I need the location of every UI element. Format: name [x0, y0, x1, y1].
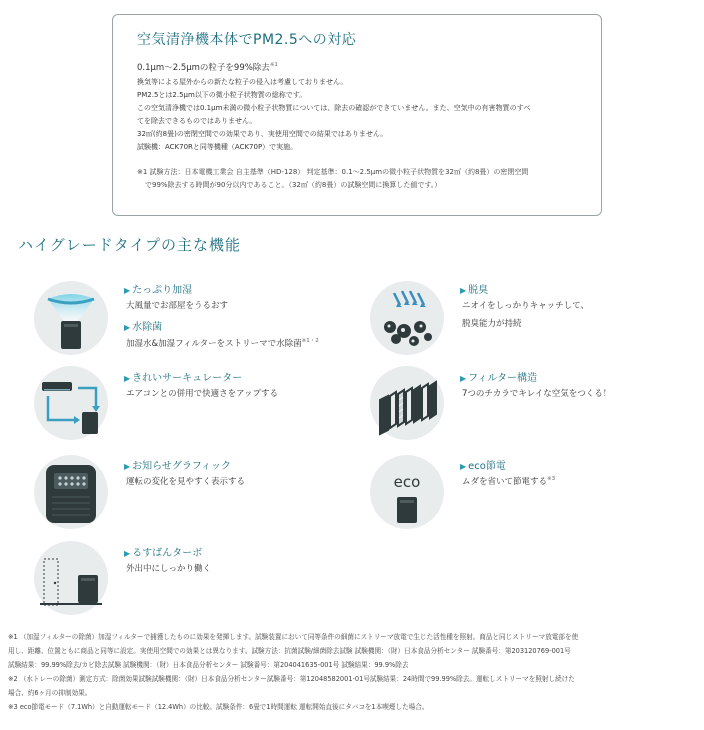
- eco-icon-text: eco: [393, 473, 421, 491]
- feature-title-turbo: ▶ るすばんターボ: [124, 548, 203, 559]
- feature-desc-humidify: 大風量でお部屋をうるおす: [126, 301, 229, 311]
- humidifier-icon: [34, 281, 108, 355]
- footnote-line: 用し、距離、位置ともに商品と同等に設定。実使用空間での効果とは異なります。試験方法：抗菌試験/細菌除去試験 試験機関：（財）日本食品分析センター 試験番号：第203120769-001号: [8, 647, 571, 655]
- feature-title-water: ▶ 水除菌: [124, 322, 163, 333]
- feature-desc-odor-2: 脱臭能力が持続: [462, 319, 522, 329]
- footnote-line: ※3 eco節電モード（7.1Wh）と自動運転モード（12.4Wh）の比較。試験条件：6畳で1時間運転 運転開始直後にタバコを1本喫煙した場合。: [8, 703, 429, 711]
- pm25-line: 換気等による屋外からの新たな粒子の侵入は考慮しておりません。: [137, 78, 348, 86]
- pm25-line: この空気清浄機では0.1µm未満の微小粒子状物質については、除去の確認ができていません。また、空気中の有害物質のすべ: [137, 104, 531, 112]
- away-turbo-icon: [34, 541, 108, 615]
- pm25-line: 試験機：ACK70Rと同等機種（ACK70P）で実施。: [137, 143, 298, 151]
- feature-desc-eco: ムダを省いて節電する$^{※3}$: [462, 476, 556, 487]
- feature-title-eco: ▶ eco節電: [460, 461, 506, 472]
- feature-title-filter: ▶ フィルター構造: [460, 373, 537, 384]
- section-title: ハイグレードタイプの主な機能: [18, 236, 241, 254]
- pm25-line: 32㎡(約8畳)の密閉空間での効果であり、実使用空間での結果ではありません。: [137, 130, 388, 138]
- pm25-title: 空気清浄機本体でPM2.5への対応: [137, 32, 357, 48]
- footnote-line: 場合、約6ヶ月の抑制効果。: [8, 689, 92, 697]
- pm25-footnote: ※1 試験方法：日本電機工業会 自主基準（HD-128） 判定基準：0.1〜2.5µmの微小粒子状物質を32㎡（約8畳）の密閉空間 で99%除去する時間が90分以内であること。（32㎡（約8畳）の試験空間に換算した値です。）: [137, 168, 529, 189]
- footnote-line: ※1 （加湿フィルターの除菌）加湿フィルターで捕獲したものに効果を発揮します。試験装置において同等条件の細菌にストリーマ放電で生じた活性種を照射。商品と同じストリーマ放電部を使: [8, 633, 579, 641]
- pm25-line: てを除去できるものではありません。: [137, 117, 257, 125]
- feature-desc-circulator: エアコンとの併用で快適さをアップする: [126, 389, 278, 399]
- feature-title-odor: ▶ 脱臭: [460, 285, 489, 296]
- deodorize-icon: [370, 281, 444, 355]
- feature-desc-filter: 7つのチカラでキレイな空気をつくる！: [462, 389, 612, 399]
- feature-desc-graphic: 運転の変化を見やすく表示する: [126, 477, 246, 487]
- display-graphic-icon: [34, 455, 108, 529]
- feature-title-circulator: ▶ きれいサーキュレーター: [124, 373, 243, 384]
- feature-desc-turbo: 外出中にしっかり働く: [126, 564, 212, 574]
- circulator-icon: [34, 366, 108, 440]
- feature-desc-water: 加湿水&加湿フィルターをストリーマで水除菌$^{※1・2}$: [126, 338, 319, 349]
- pm25-lead: 0.1µm〜2.5µmの粒子を99%除去$^{※1}$: [137, 62, 278, 73]
- feature-desc-odor-1: ニオイをしっかりキャッチして、: [462, 301, 589, 311]
- feature-title-humidify: ▶ たっぷり加湿: [124, 285, 193, 296]
- eco-mode-icon: [370, 455, 444, 529]
- footnote-line: ※2 （水トレーの除菌）測定方式：除菌効果試験試験機関：（財）日本食品分析センター試験番号：第12048582001-01号試験結果：24時間で99.99%除去。運転しストリーマを照射し続けた: [8, 675, 575, 683]
- footnote-line: 試験結果：99.99%除去/カビ除去試験 試験機関：（財）日本食品分析センター 試験番号：第204041635-001号 試験結果：99.9%除去: [8, 661, 409, 669]
- pm25-info-box: [112, 14, 602, 216]
- feature-title-graphic: ▶ お知らせグラフィック: [124, 461, 232, 472]
- filter-layers-icon: [370, 366, 444, 440]
- footnotes: [8, 630, 698, 714]
- pm25-line: PM2.5とは2.5µm以下の微小粒子状物質の総称です。: [137, 91, 307, 99]
